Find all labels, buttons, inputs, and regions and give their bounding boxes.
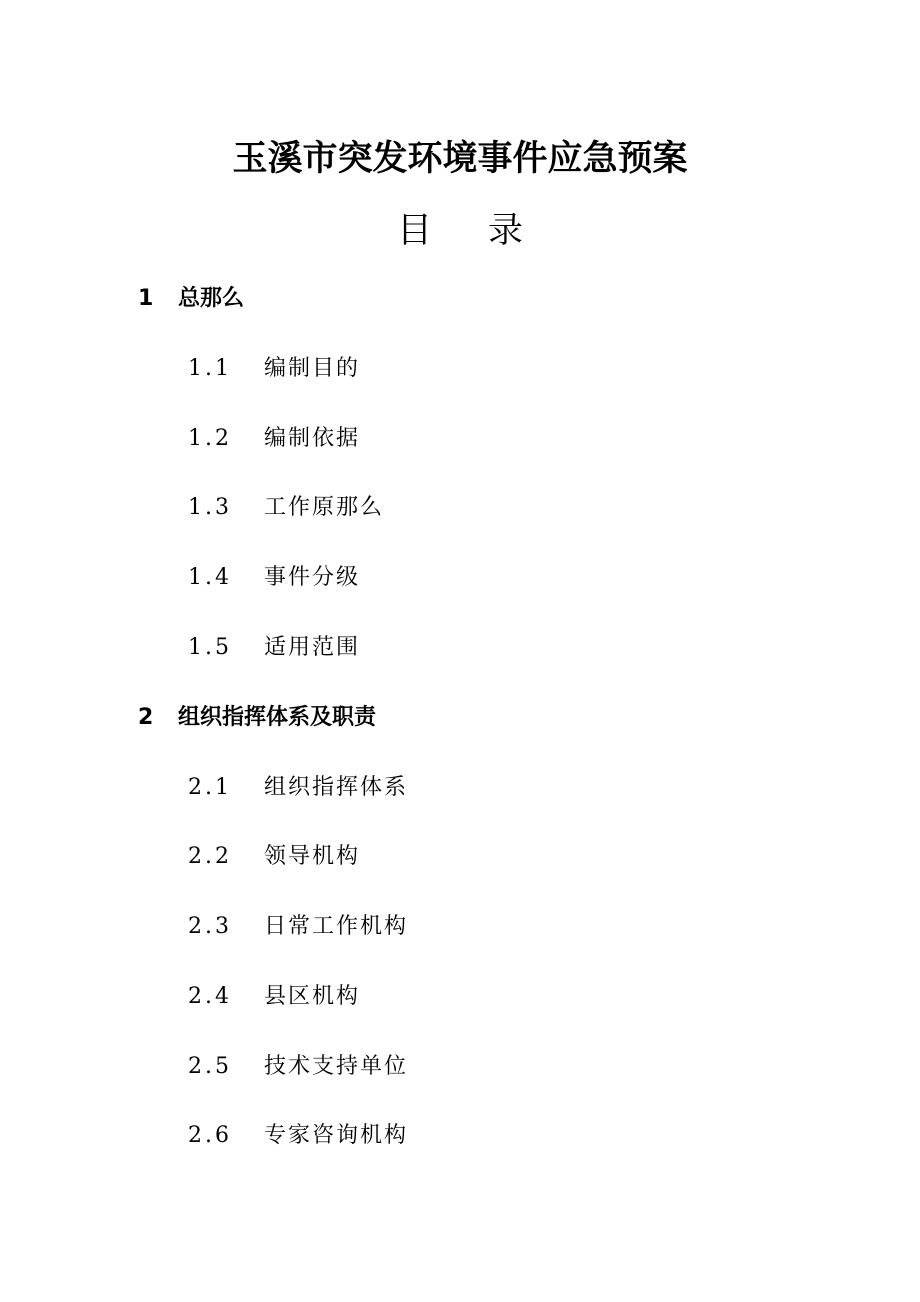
- toc-item-number: 2.4: [188, 984, 232, 1009]
- toc-item-number: 1.4: [188, 565, 232, 590]
- toc-section-number: 2: [138, 705, 154, 730]
- toc-item-title: 技术支持单位: [264, 1054, 409, 1079]
- toc-item[interactable]: [188, 980, 360, 1014]
- toc-item-title: 编制目的: [264, 356, 361, 381]
- toc-item[interactable]: [188, 771, 408, 805]
- toc-item-number: 2.6: [188, 1123, 232, 1148]
- toc-section[interactable]: [138, 282, 244, 316]
- toc-item-number: 2.2: [188, 844, 232, 869]
- toc-item-title: 工作原那么: [264, 495, 385, 520]
- toc-item-number: 1.5: [188, 635, 232, 660]
- toc-item[interactable]: [188, 910, 408, 944]
- toc-heading: [0, 206, 920, 256]
- toc-item-number: 1.1: [188, 356, 232, 381]
- toc-item[interactable]: [188, 352, 360, 386]
- document-title: 玉溪市突发环境事件应急预案: [232, 139, 688, 179]
- toc-item-number: 2.3: [188, 914, 232, 939]
- toc-section-title: 总那么: [178, 286, 245, 311]
- toc-item-title: 领导机构: [264, 844, 361, 869]
- toc-section[interactable]: [138, 701, 376, 735]
- toc-item-number: 2.1: [188, 775, 232, 800]
- toc-item[interactable]: [188, 1119, 408, 1153]
- toc-item-number: 2.5: [188, 1054, 232, 1079]
- toc-item-title: 编制依据: [264, 426, 361, 451]
- toc-item[interactable]: [188, 491, 384, 525]
- toc-item-title: 日常工作机构: [264, 914, 409, 939]
- toc-item-title: 事件分级: [264, 565, 361, 590]
- toc-item-number: 1.2: [188, 426, 232, 451]
- toc-item-number: 1.3: [188, 495, 232, 520]
- toc-item-title: 组织指挥体系: [264, 775, 409, 800]
- toc-item[interactable]: [188, 1050, 408, 1084]
- toc-heading-left: 目: [396, 211, 432, 251]
- toc-item[interactable]: [188, 840, 360, 874]
- toc-heading-right: 录: [488, 211, 524, 251]
- toc-item-title: 适用范围: [264, 635, 361, 660]
- toc-item[interactable]: [188, 631, 360, 665]
- toc-section-number: 1: [138, 286, 154, 311]
- toc-item-title: 县区机构: [264, 984, 361, 1009]
- toc-section-title: 组织指挥体系及职责: [178, 705, 377, 730]
- toc-item-title: 专家咨询机构: [264, 1123, 409, 1148]
- toc-item[interactable]: [188, 561, 360, 595]
- toc-item[interactable]: [188, 422, 360, 456]
